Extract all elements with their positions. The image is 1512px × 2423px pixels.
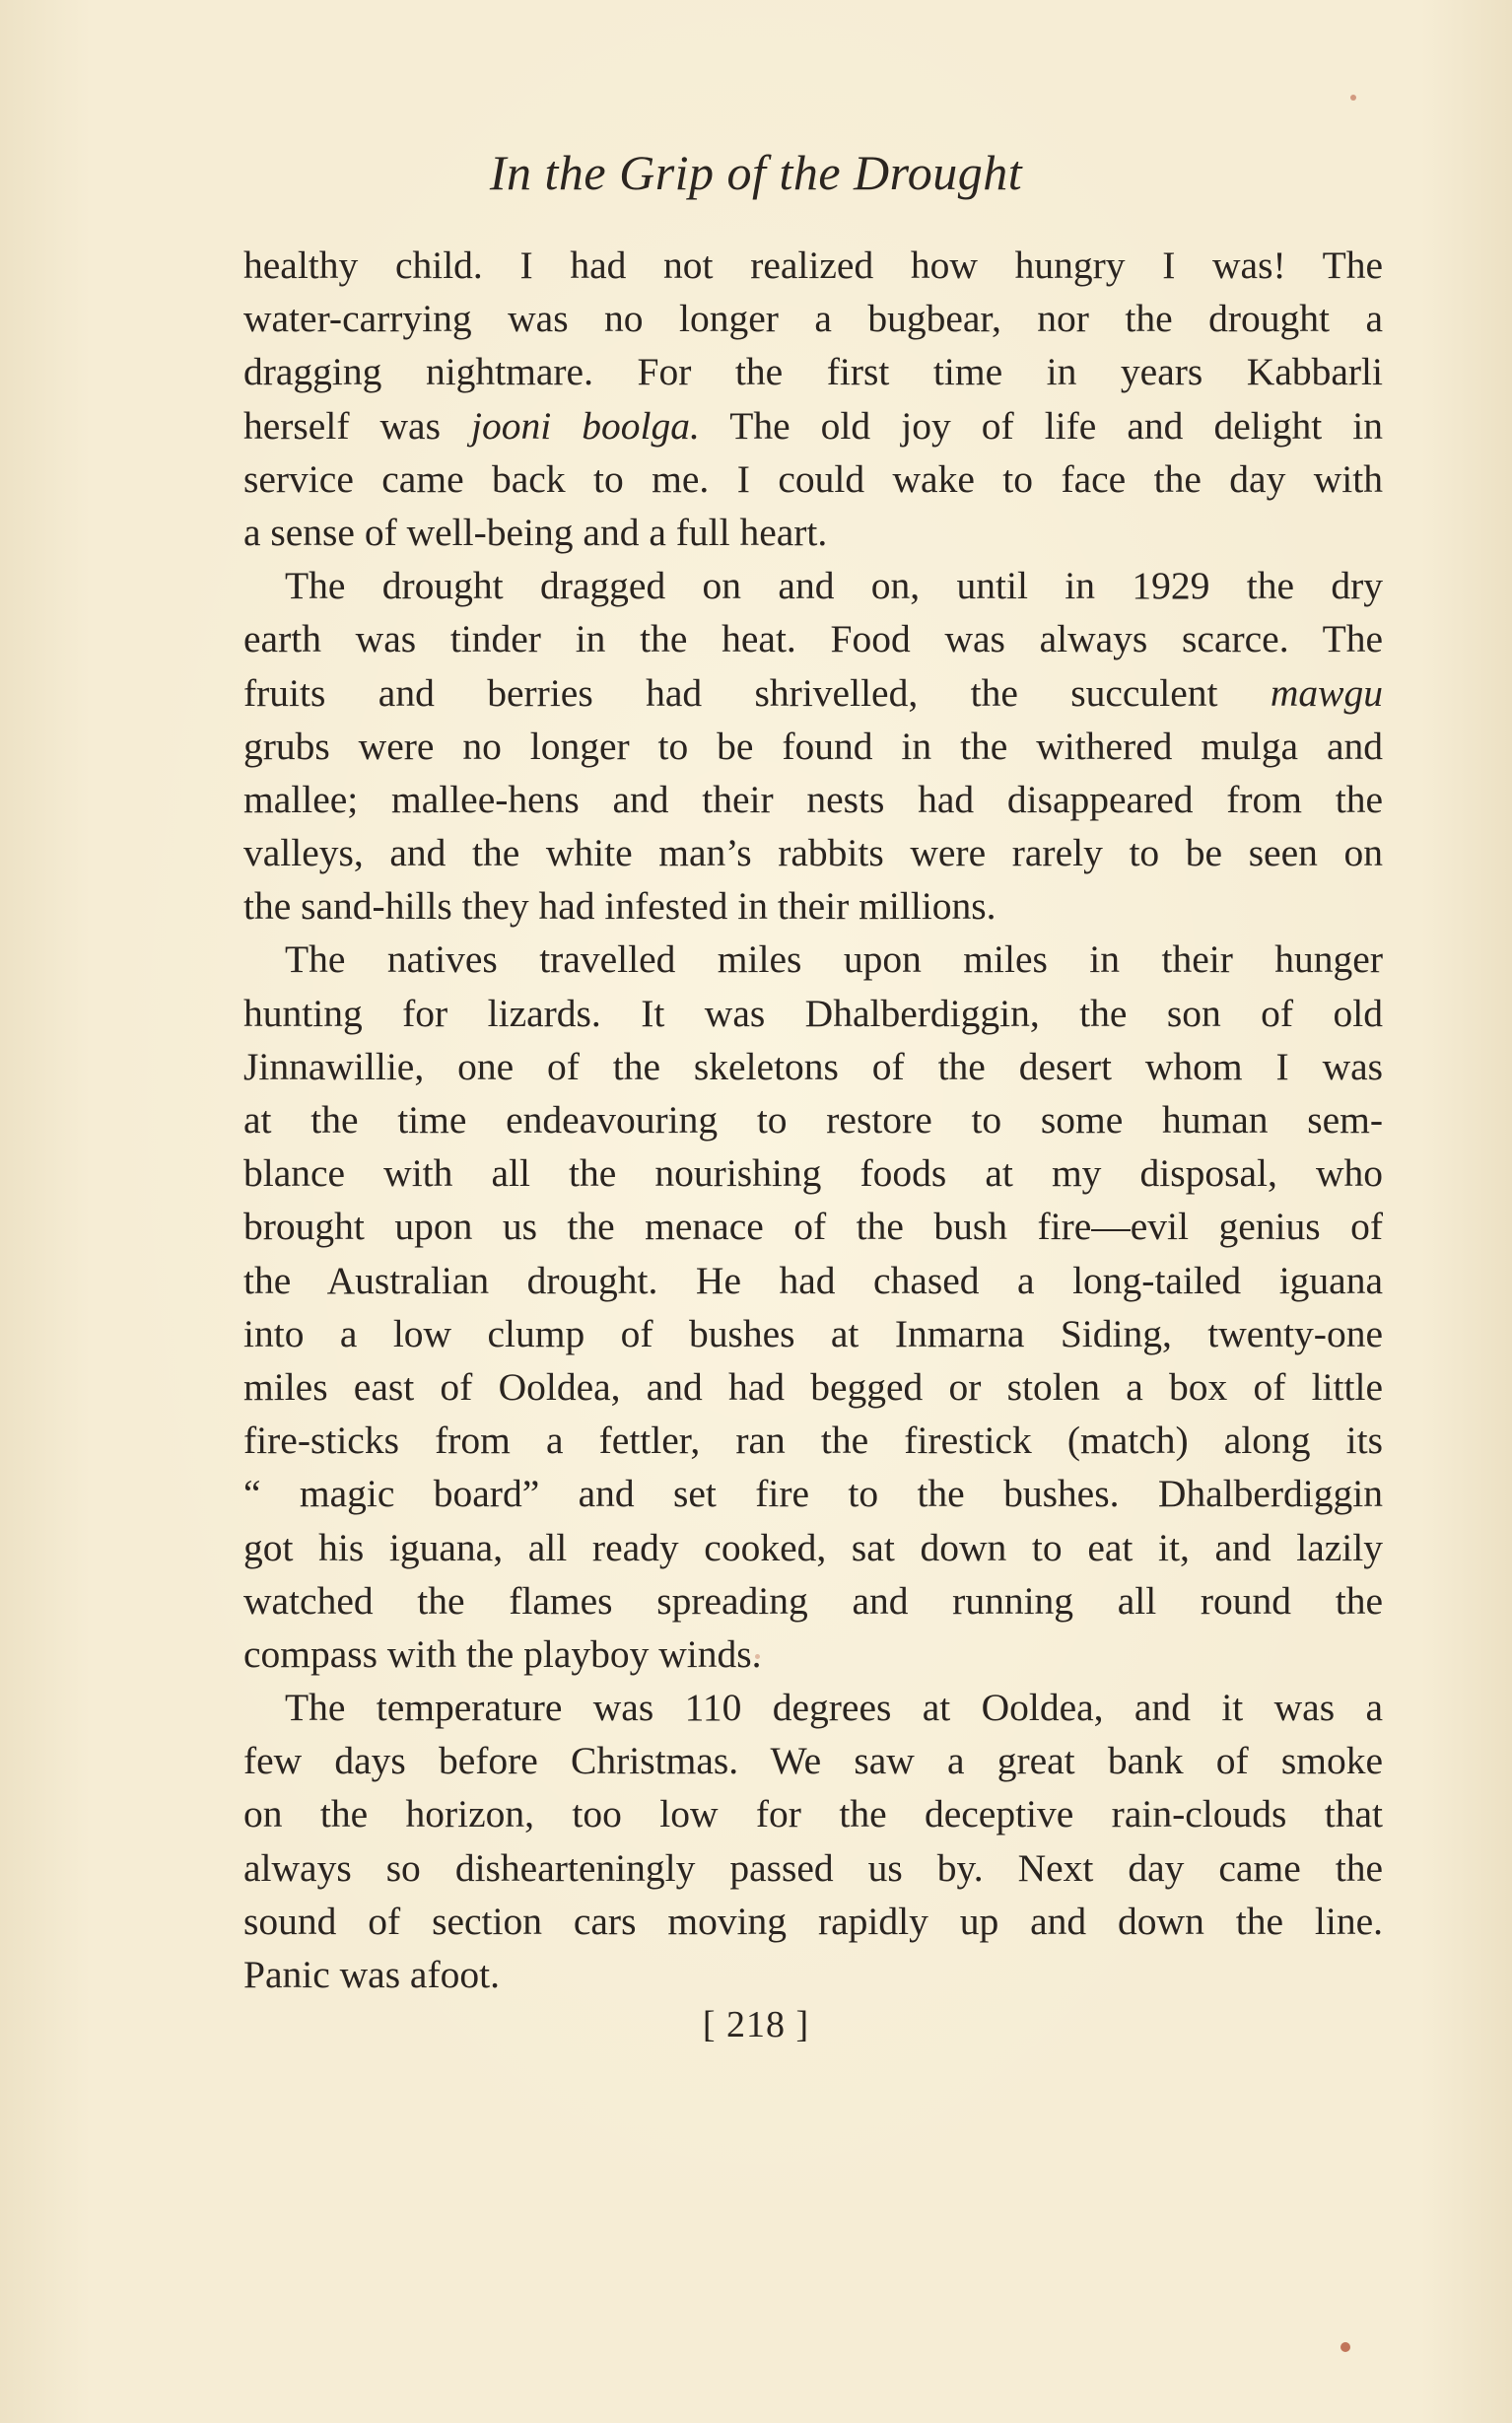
text-line: into a low clump of bushes at Inmarna Siding, twenty-one — [243, 1311, 1383, 1355]
text-line: grubs were no longer to be found in the withered mulga and — [243, 724, 1383, 768]
text-line: dragging nightmare. For the first time in years Kabbarli — [243, 350, 1383, 394]
text-line: Jinnawillie, one of the skeletons of the desert whom I was — [243, 1044, 1383, 1088]
text-line: The temperature was 110 degrees at Ooldea, and it was a — [285, 1686, 1383, 1730]
text-line: water-carrying was no longer a bugbear, nor the drought a — [243, 297, 1383, 341]
italic-term: mawgu — [1270, 670, 1383, 715]
text-line: got his iguana, all ready cooked, sat down to eat it, and lazily — [243, 1525, 1383, 1569]
text-line: earth was tinder in the heat. Food was always scarce. The — [243, 617, 1383, 661]
paper-speck — [1340, 2342, 1350, 2352]
text-line: “ magic board” and set fire to the bushes. Dhalberdiggin — [243, 1472, 1383, 1516]
text-line: always so dishearteningly passed us by. Next day came the — [243, 1845, 1383, 1890]
text-line: The drought dragged on and on, until in 1929 the dry — [285, 564, 1383, 608]
text-line: healthy child. I had not realized how hungry I was! The — [243, 243, 1383, 287]
text-line: The natives travelled miles upon miles in their hunger — [285, 937, 1383, 982]
italic-term: jooni boolga. — [471, 403, 700, 448]
running-head: In the Grip of the Drought — [489, 145, 1023, 200]
text-line: herself was jooni boolga. The old joy of life and delight in — [243, 403, 1383, 448]
paragraph — [243, 933, 1383, 1681]
paper-speck — [755, 1654, 760, 1659]
text-line: service came back to me. I could wake to face the day with — [243, 456, 1383, 501]
page-number: [ 218 ] — [702, 2004, 810, 2045]
text-line: watched the flames spreading and running all round the — [243, 1578, 1383, 1623]
text-line: fruits and berries had shrivelled, the succulent mawgu — [243, 670, 1383, 715]
text-line: at the time endeavouring to restore to some human sem- — [243, 1098, 1383, 1142]
text-line: few days before Christmas. We saw a great bank of smoke — [243, 1739, 1383, 1783]
text-line: compass with the playboy winds. — [243, 1631, 762, 1676]
text-line: valleys, and the white man’s rabbits were rarely to be seen on — [243, 831, 1383, 875]
paragraph — [243, 1681, 1383, 2001]
text-line: Panic was afoot. — [243, 1953, 500, 1996]
text-line: sound of section cars moving rapidly up and down the line. — [243, 1899, 1383, 1943]
text-line: hunting for lizards. It was Dhalberdiggin, the son of old — [243, 991, 1383, 1035]
text-line: brought upon us the menace of the bush fire—evil genius of — [243, 1205, 1383, 1249]
text-line: blance with all the nourishing foods at my disposal, who — [243, 1151, 1383, 1196]
text-line: miles east of Ooldea, and had begged or stolen a box of little — [243, 1364, 1383, 1409]
text-line: the Australian drought. He had chased a long-tailed iguana — [243, 1258, 1383, 1302]
text-line: a sense of well-being and a full heart. — [243, 510, 828, 554]
paragraph — [243, 239, 1383, 559]
text-line: fire-sticks from a fettler, ran the firestick (match) along its — [243, 1419, 1383, 1463]
text-line: the sand-hills they had infested in their millions. — [243, 884, 997, 929]
text-line: mallee; mallee-hens and their nests had disappeared from the — [243, 777, 1383, 821]
paragraph — [243, 559, 1383, 933]
paper-speck — [1350, 95, 1356, 101]
text-line: on the horizon, too low for the deceptive rain-clouds that — [243, 1792, 1383, 1836]
body-text — [243, 239, 1383, 2001]
